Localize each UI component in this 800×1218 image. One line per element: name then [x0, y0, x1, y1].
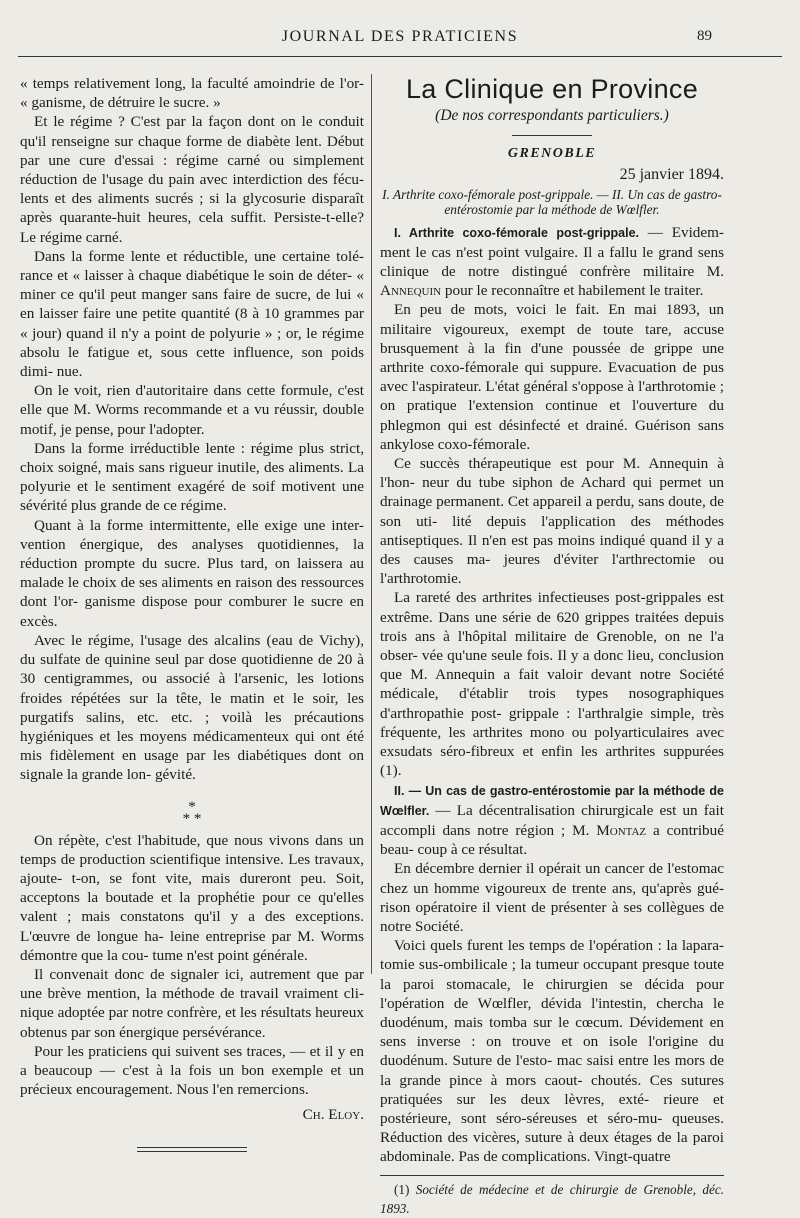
- paragraph: « temps relativement long, la faculté amoindrie de l'or- « ganisme, de détruire le sucre. »: [20, 75, 364, 112]
- page-number: 89: [697, 28, 712, 44]
- text-run: a contribué beau- coup à ce résultat.: [380, 821, 724, 859]
- paragraph: On le voit, rien d'autoritaire dans cette formule, c'est elle que M. Worms recommande et a vu réussir, double motif, je pense, pour l'adopter.: [20, 382, 364, 438]
- person-name: Annequin: [380, 282, 442, 300]
- text-run: — Evidem- ment le cas n'est point vulgaire. Il a fallu le grand sens clinique de notre distingué confrère militaire M.: [380, 223, 724, 281]
- paragraph: Voici quels furent les temps de l'opération : la lapara- tomie sus-ombilicale ; la tumeur occupant presque toute la paroi stomacale, le chirurgien se décida pour l'opération de Wœlfler, dévida l'intestin, chercha le duodénum, mais tomba sur le cœcum. Dévidement en sens inverse : on trouve et on isole l'origine du duodénum. Suture de l'esto- mac saisi entre les mors de la grande pince à mors caout- choutés. Ces sutures pratiquées sur les deux lèvres, exté- rieure et postérieure, sont séro-séreuses et séro-mu- queuses. Réduction des vicères, suture à deux étages de la paroi abdominale. Pas de complications. Vingt-quatre: [380, 937, 724, 1166]
- paragraph: [380, 781, 724, 860]
- right-column: [380, 74, 724, 1218]
- paragraph: Dans la forme lente et réductible, une certaine tolé- rance et « laisser à chaque diabétique le soin de déter- « miner ce qu'il peut manger sans faire de sucre, de lui « en laisser faire une petite quantité (8 à 10 grammes par « jour) quand il n'y a point de polyurie » ; or, le régime absolu le fatigue et, sous cette influence, son poids dimi- nue.: [20, 247, 364, 381]
- paragraph: Et le régime ? C'est par la façon dont on le conduit qu'il renseigne sur chaque forme de diabète lent. Début par une cure d'essai : régime carné ou simplement réduction de l'usage du pain avec interdiction des fécu- lents et des aliments sucrés ; si la glycosurie disparaît après quarante-huit heures, cela suffit. Persiste-t-elle? Le régime carné.: [20, 113, 364, 246]
- footnote-text: Société de médecine et de chirurgie de Grenoble, déc. 1893.: [380, 1181, 724, 1216]
- section-subtitle: (De nos correspondants particuliers.): [435, 107, 669, 124]
- separator-stars: * *: [182, 810, 202, 827]
- section-separator: [20, 798, 364, 827]
- short-rule: [512, 135, 592, 136]
- paragraph: Quant à la forme intermittente, elle exige une inter- vention énergique, des analyses quotidiennes, la réduction prompte du sucre. Plus tard, on laissera au malade le choix de ses aliments en raison des ressources dont l'or- ganisme dispose pour comburer le sucre en excès.: [20, 516, 364, 630]
- column-divider: [371, 74, 372, 974]
- section-title: La Clinique en Province: [405, 74, 699, 104]
- footnote-rule: [380, 1175, 724, 1176]
- text-run: — La décentralisation chirurgicale est un fait accompli dans notre région ; M.: [380, 801, 724, 839]
- paragraph: En décembre dernier il opérait un cancer de l'estomac chez un homme vigoureux de trente ans, qu'après gué- rison opératoire il vient de présenter à ses collègues de notre Société.: [380, 860, 724, 935]
- paragraph: Ce succès thérapeutique est pour M. Annequin à l'hon- neur du tube siphon de Achard qui permet un drainage permanent. Cet appareil a perdu, sans doute, de son uti- lité depuis l'application des méthodes antiseptiques. Il n'en est pas moins indiqué quand il y a des causes ma- jeures d'éviter l'arthrectomie ou l'arthrotomie.: [380, 455, 724, 588]
- running-header: [0, 28, 800, 48]
- paragraph: [380, 223, 724, 301]
- footnote: [380, 1180, 724, 1218]
- footnote-number: (1): [394, 1181, 416, 1197]
- contents-summary: I. Arthrite coxo-fémorale post-grippale. — II. Un cas de gastro-entérostomie par la méthode de Wœlfler.: [382, 186, 722, 217]
- header-rule: [18, 56, 782, 57]
- paragraph: On répète, c'est l'habitude, que nous vivons dans un temps de production scientifique intensive. Les travaux, ajoute- t-on, se font vite, mais dureront peu. Soit, acceptons la boutade et la prophétie pour ce qu'elles valent ; mais constatons qu'il y a des exceptions. L'œuvre de longue ha- leine entreprise par M. Worms démontre que la cou- tume n'est point générale.: [20, 831, 364, 964]
- text-run: pour le reconnaître et habilement le traiter.: [441, 282, 704, 300]
- end-rule: [137, 1147, 247, 1152]
- dateline: 25 janvier 1894.: [619, 166, 724, 184]
- part-heading: II. — Un cas de gastro-entérostomie par la méthode de Wœlfler.: [380, 783, 724, 818]
- paragraph: Avec le régime, l'usage des alcalins (eau de Vichy), du sulfate de quinine seul par dose quotidienne de 20 à 30 centigrammes, ou associé à l'arsenic, les lotions froides répétées sur la tête, le matin et le soir, les purgatifs salins, etc. etc. ; voilà les précautions hygiéniques et les moyens médicamenteux qui ont été mis fidèlement en usage par les diabétiques dont on signale la grande lon- gévité.: [20, 631, 364, 784]
- paragraph: Pour les praticiens qui suivent ses traces, — et il y en a beaucoup — c'est à la fois un bon exemple et un précieux encouragement. Nous l'en remercions.: [20, 1042, 364, 1099]
- part-heading: I. Arthrite coxo-fémorale post-grippale.: [394, 225, 639, 240]
- city-heading: GRENOBLE: [507, 146, 597, 162]
- paragraph: Il convenait donc de signaler ici, autrement que par une brève mention, la méthode de travail vraiment cli- nique adoptée par notre confrère, et les résultats heureux obtenus par son énergique persévérance.: [20, 965, 364, 1041]
- paragraph: La rareté des arthrites infectieuses post-grippales est extrême. Dans une série de 620 grippes traitées depuis trois ans à l'hôpital militaire de Grenoble, on ne l'a obser- vée qu'une seule fois. Il y a donc lieu, conclusion que M. Annequin a fait valoir devant notre Société médicale, d'établir trois types nosographiques d'arthropathie post- grippale : l'arthralgie simple, très fréquente, les arthrites mono ou polyarticulaires avec exsudats séro-fibreux et enfin les arthrites suppurées (1).: [380, 589, 724, 780]
- author-signature: Ch. Eloy.: [302, 1106, 364, 1124]
- paragraph: En peu de mots, voici le fait. En mai 1893, un militaire vigoureux, exempt de toute tare, accuse brusquement à la fin d'une poussée de grippe une arthrite coxo-fémorale qui suppure. Evacuation de pus avec l'aspirateur. L'état général s'oppose à l'arthrotomie ; on pratique l'extension continue et l'ouverture du phlegmon qui est désinfecté et drainé. Guérison sans ankylose coxo-fémorale.: [380, 301, 724, 453]
- separator-star: *: [188, 798, 196, 815]
- person-name: Montaz: [596, 821, 647, 839]
- paragraph: Dans la forme irréductible lente : régime plus strict, choix soigné, mais sans rigueur inutile, des aliments. La polyurie et le sentiment exagéré de soif motivent une sévérité plus grande de ce régime.: [20, 439, 364, 515]
- journal-title: JOURNAL DES PRATICIENS: [281, 28, 519, 45]
- left-column: [20, 74, 364, 1152]
